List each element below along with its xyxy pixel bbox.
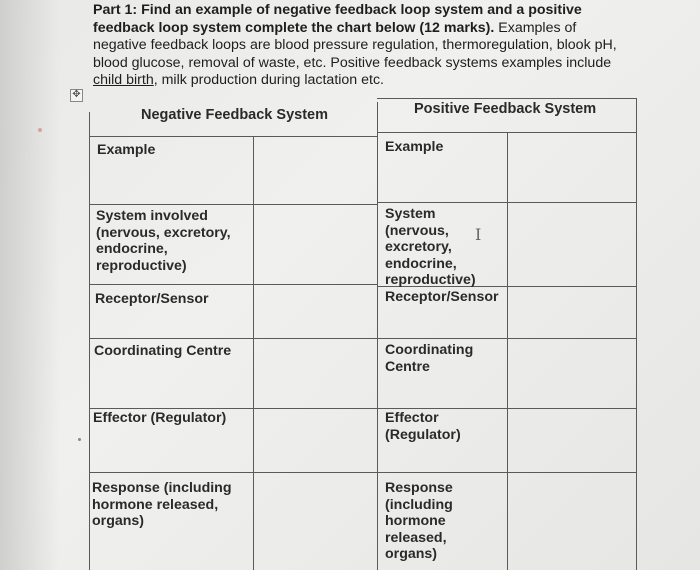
pos-coordinating-line: Coordinating xyxy=(385,342,474,358)
row-line xyxy=(89,338,377,339)
intro-line-2-rest: Examples of xyxy=(494,19,577,36)
row-line xyxy=(89,204,377,205)
row-line xyxy=(377,98,637,99)
pos-coordinating-label xyxy=(385,342,473,375)
table-border-right xyxy=(636,98,637,570)
pos-system-line: (nervous, xyxy=(385,222,449,239)
neg-coordinating-label: Coordinating Centre xyxy=(94,343,232,359)
pos-response-line: Response xyxy=(385,480,453,496)
page-shadow xyxy=(0,0,60,570)
row-line xyxy=(377,132,637,133)
instructions-paragraph xyxy=(93,2,653,90)
intro-line-2-bold: feedback loop system complete the chart below (12 marks). xyxy=(93,19,495,36)
neg-system-label xyxy=(96,208,231,274)
stray-dot xyxy=(78,438,81,441)
row-line xyxy=(89,408,377,409)
neg-response-line: organs) xyxy=(92,513,145,529)
table-border-inner-2 xyxy=(507,132,508,570)
intro-line-5-underlined: child birth xyxy=(93,72,154,88)
neg-system-line: endocrine, xyxy=(96,241,168,257)
pos-response-line: (including xyxy=(385,496,453,513)
intro-line-4: blood glucose, removal of waste, etc. Positive feedback systems examples include xyxy=(93,54,612,71)
pos-effector-line: (Regulator) xyxy=(385,426,461,443)
row-line xyxy=(377,472,637,473)
header-positive-feedback: Positive Feedback System xyxy=(414,101,597,117)
neg-system-line: reproductive) xyxy=(96,257,187,274)
row-line xyxy=(89,472,377,473)
row-line xyxy=(377,408,637,409)
row-line xyxy=(377,202,637,203)
neg-response-line: Response (including xyxy=(92,480,232,496)
intro-line-3: negative feedback loops are blood pressure regulation, thermoregulation, blook pH, xyxy=(93,37,617,53)
table-border-inner-1 xyxy=(253,136,254,570)
neg-effector-label: Effector (Regulator) xyxy=(93,410,227,426)
pos-system-label xyxy=(385,206,476,289)
pos-effector-line: Effector xyxy=(385,410,439,426)
neg-receptor-label: Receptor/Sensor xyxy=(95,291,209,307)
row-line xyxy=(89,136,377,137)
pos-example-label: Example xyxy=(385,139,444,155)
intro-line-5-rest: , milk production during lactation etc. xyxy=(153,72,385,88)
neg-response-label xyxy=(92,480,232,530)
pos-response-line: hormone xyxy=(385,513,446,529)
pos-system-line: reproductive) xyxy=(385,272,476,288)
pos-response-line: organs) xyxy=(385,546,438,562)
stray-mark xyxy=(38,128,42,132)
pos-system-line: endocrine, xyxy=(385,255,457,272)
neg-response-line: hormone released, xyxy=(92,496,219,513)
table-border-middle xyxy=(377,102,378,570)
pos-system-line: System xyxy=(385,206,436,222)
row-line xyxy=(377,338,637,339)
pos-response-label xyxy=(385,480,453,563)
row-line xyxy=(89,284,377,285)
feedback-table xyxy=(89,96,637,570)
pos-coordinating-line: Centre xyxy=(385,358,430,375)
neg-example-label: Example xyxy=(97,142,156,158)
text-cursor-icon: I xyxy=(475,225,482,244)
pos-response-line: released, xyxy=(385,529,447,546)
neg-system-line: System involved xyxy=(96,208,208,224)
header-negative-feedback: Negative Feedback System xyxy=(141,107,328,123)
pos-receptor-label: Receptor/Sensor xyxy=(385,289,499,305)
table-move-handle-icon[interactable]: ✥ xyxy=(70,89,83,102)
pos-effector-label xyxy=(385,410,461,443)
neg-system-line: (nervous, excretory, xyxy=(96,224,231,241)
intro-line-1: Part 1: Find an example of negative feedback loop system and a positive xyxy=(93,2,582,18)
table-border-left xyxy=(89,112,90,570)
pos-system-line: excretory, xyxy=(385,239,452,255)
